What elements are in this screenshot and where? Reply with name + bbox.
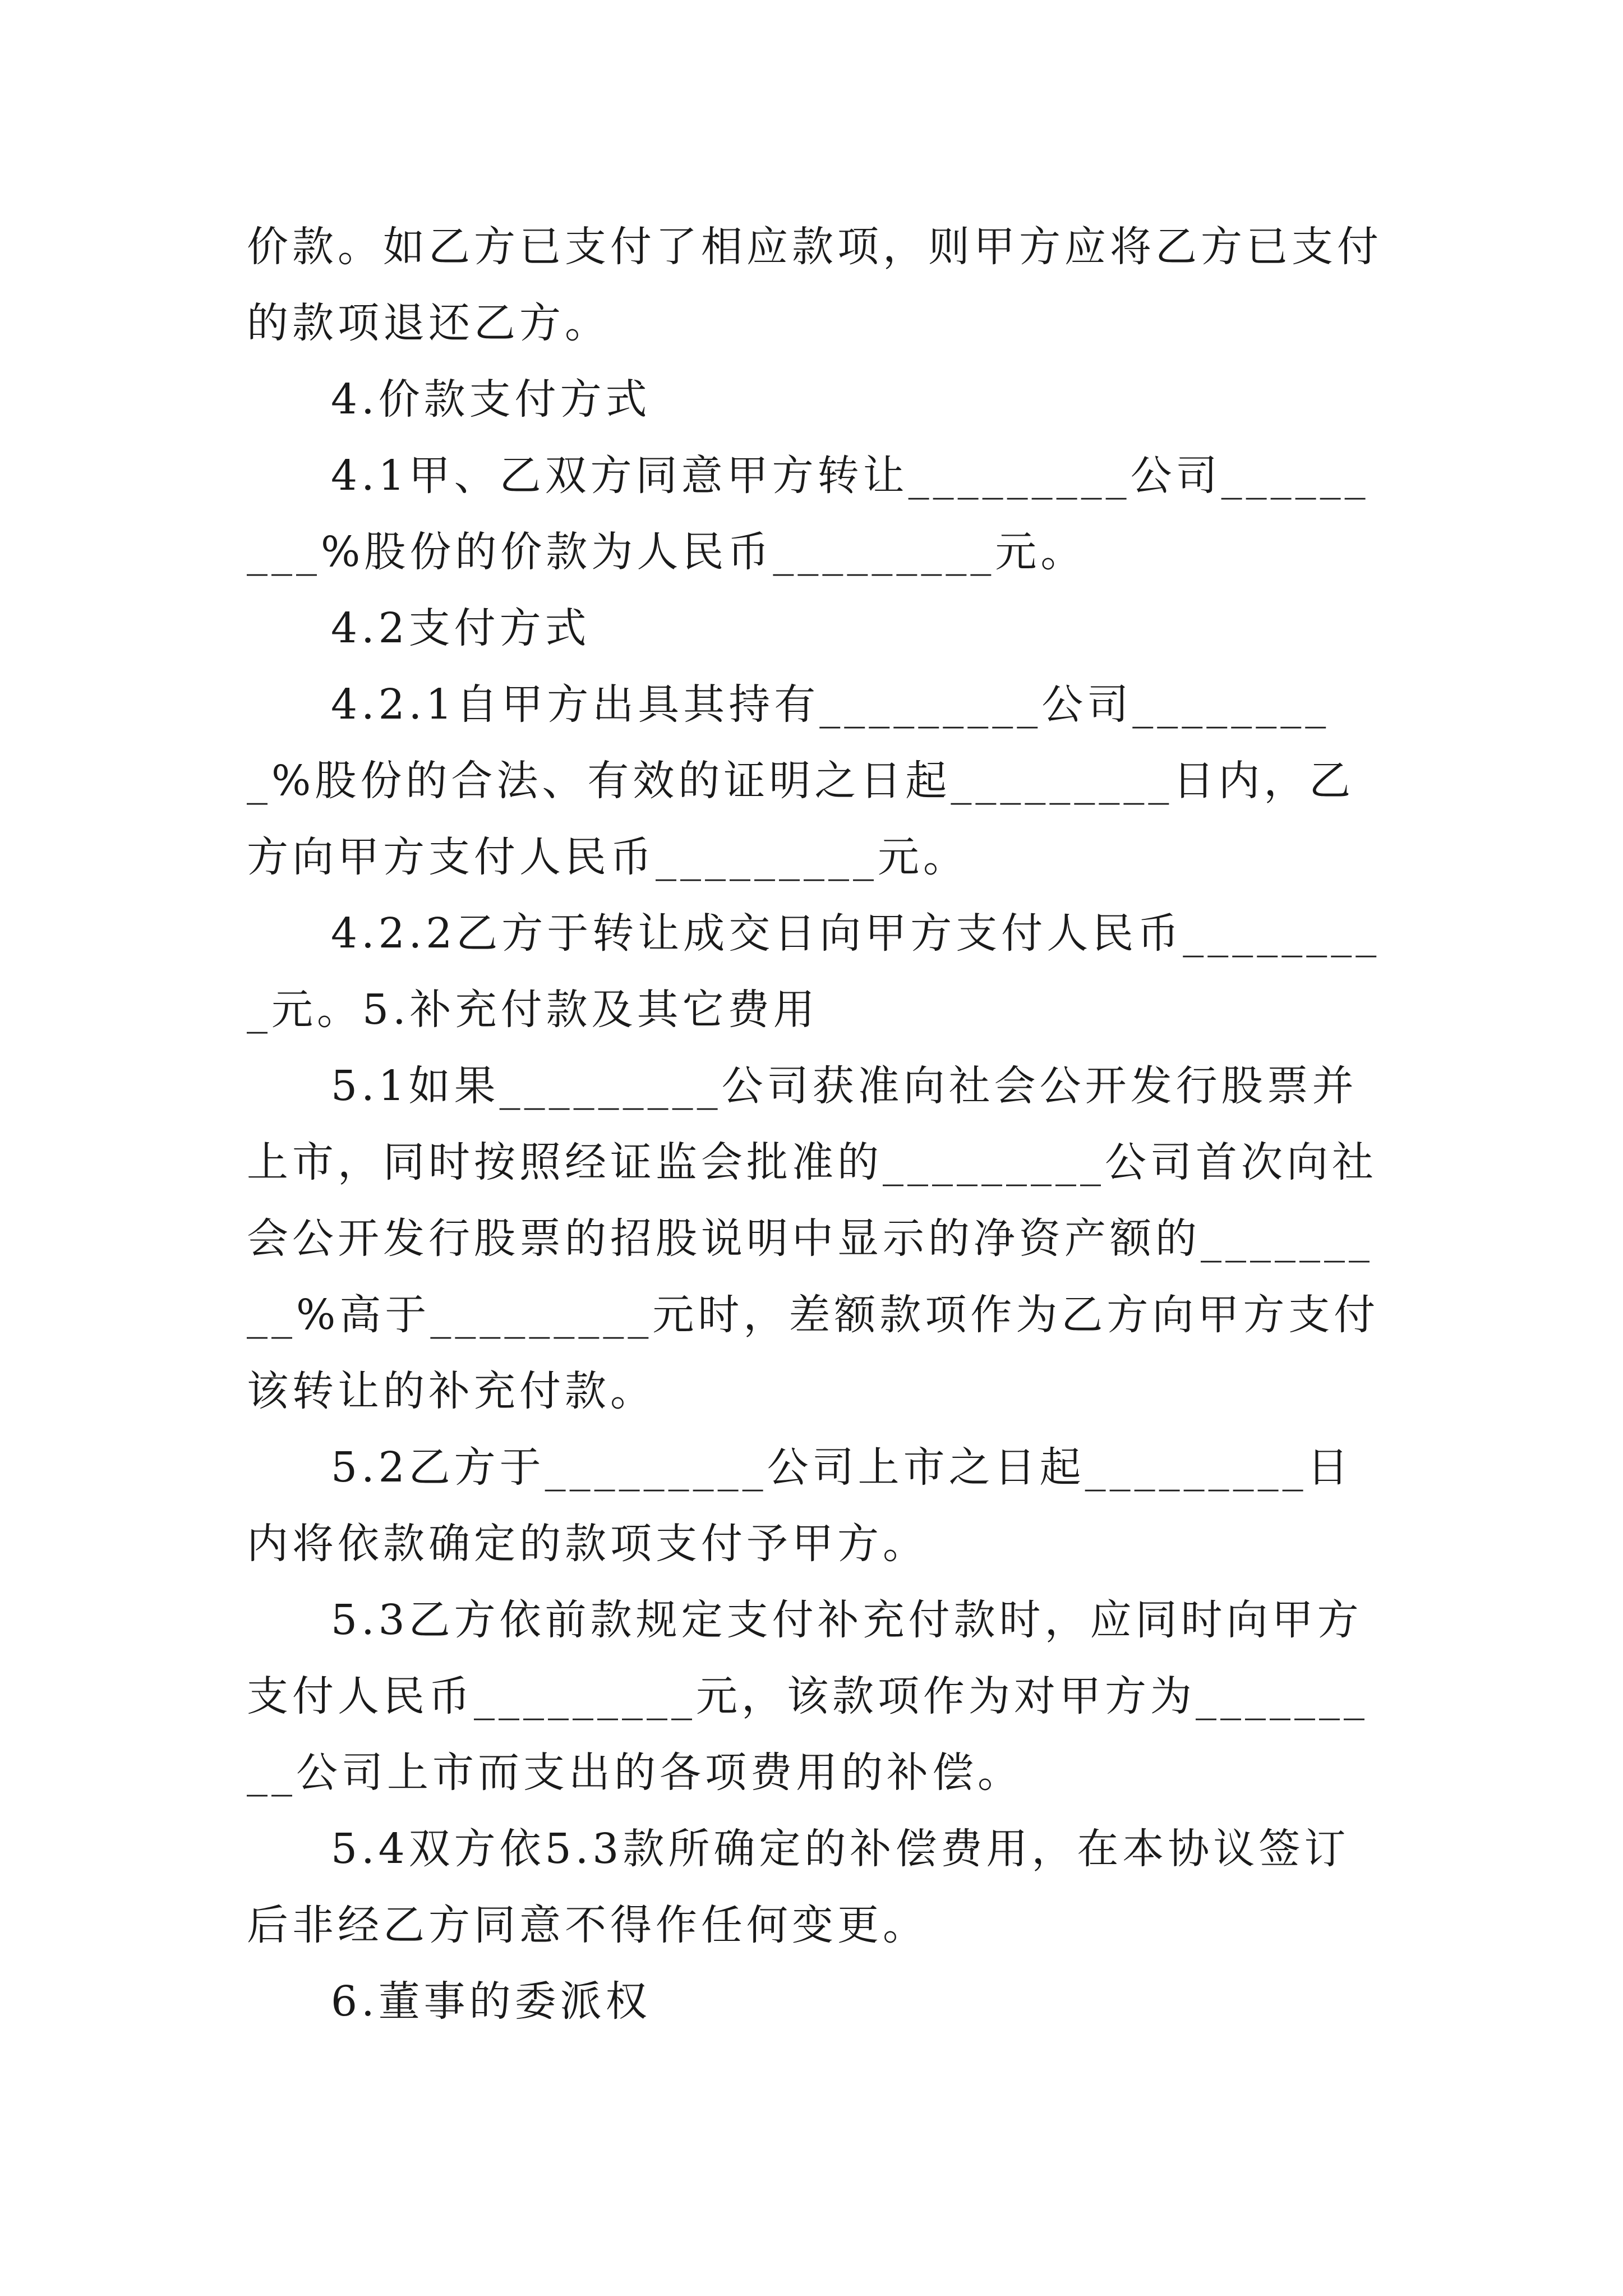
- paragraph: 5.4双方依5.3款所确定的补偿费用，在本协议签订后非经乙方同意不得作任何变更。: [247, 1825, 1350, 1949]
- document-body: [247, 209, 1385, 2040]
- paragraph: 4.1甲、乙双方同意甲方转让_________公司_________%股份的价款为人民币_________元。: [247, 452, 1370, 576]
- paragraph: 5.2乙方于_________公司上市之日起_________日内将依款确定的款项支付予甲方。: [247, 1443, 1353, 1568]
- paragraph: 价款。如乙方已支付了相应款项，则甲方应将乙方已支付的款项退还乙方。: [247, 223, 1382, 347]
- paragraph: 5.1如果_________公司获准向社会公开发行股票并上市，同时按照经证监会批准的_________公司首次向社会公开发行股票的招股说明中显示的净资产额的_________%高于_________元时，差额款项作为乙方向甲方支付该转让的补充付款。: [247, 1062, 1380, 1415]
- paragraph: 4.2.1自甲方出具其持有_________公司_________%股份的合法、有效的证明之日起_________日内，乙方向甲方支付人民币_________元。: [247, 680, 1355, 881]
- paragraph: 5.3乙方依前款规定支付补充付款时，应同时向甲方支付人民币_________元，该款项作为对甲方为_________公司上市而支出的各项费用的补偿。: [247, 1596, 1368, 1797]
- paragraph: 4.2.2乙方于转让成交日向甲方支付人民币_________元。5.补充付款及其它费用: [247, 909, 1381, 1034]
- section-heading: 4.价款支付方式: [331, 375, 651, 424]
- section-heading: 4.2支付方式: [331, 604, 591, 652]
- section-heading: 6.董事的委派权: [331, 1977, 651, 2026]
